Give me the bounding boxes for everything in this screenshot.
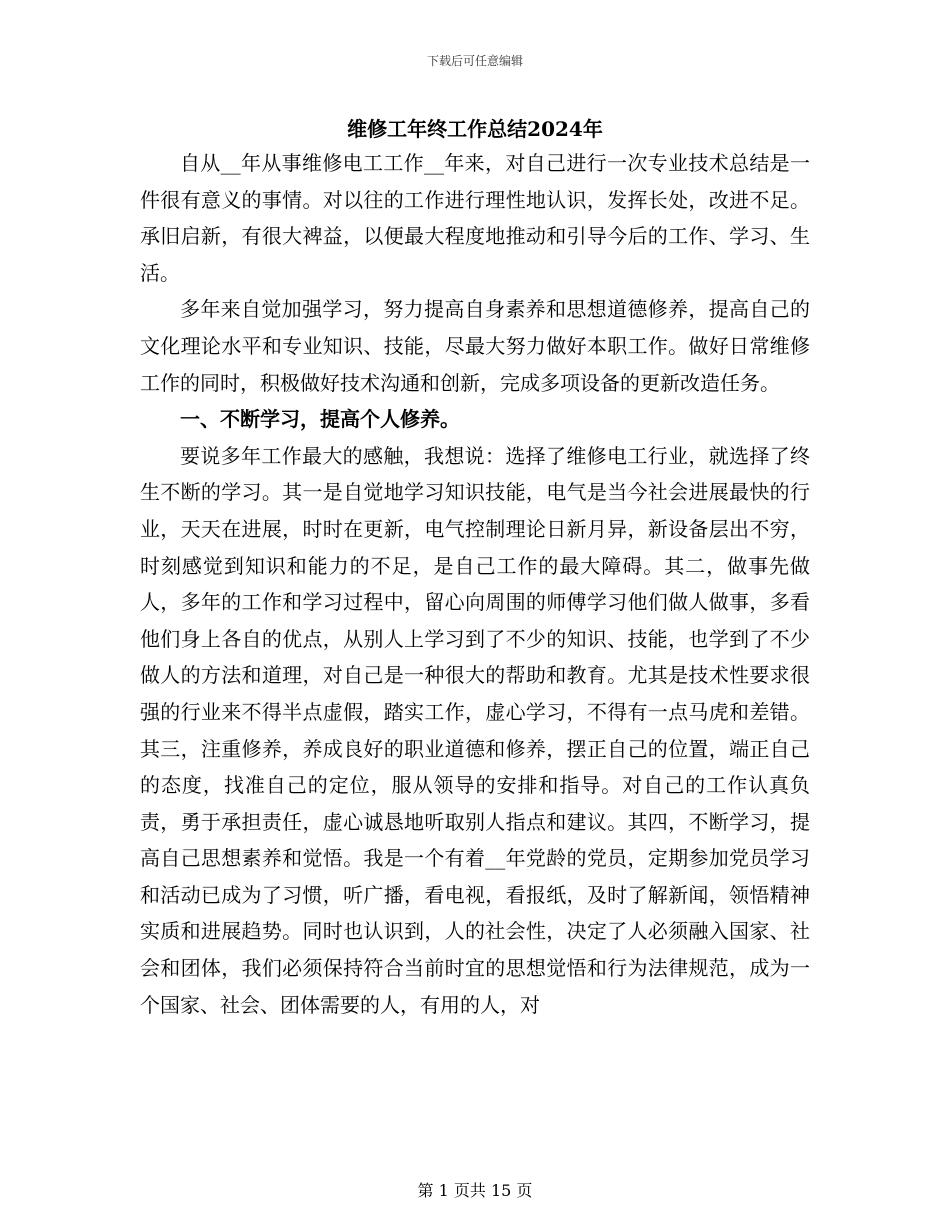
document-title: 维修工年终工作总结2024年 (347, 117, 603, 141)
page-number: 第 1 页共 15 页 (417, 1181, 533, 1200)
section-heading: 一、不断学习，提高个人修养。 (180, 407, 460, 432)
section-paragraph: 要说多年工作最大的感触，我想说：选择了维修电工行业，就选择了终生不断的学习。其一是自觉地学习知识技能，电气是当今社会进展最快的行业，天天在进展，时时在更新，电气控制理论日新月异，新设备层出不穷，时刻感觉到知识和能力的不足，是自己工作的最大障碍。其二，做事先做人，多年的工作和学习过程中，留心向周围的师傅学习他们做人做事，多看他们身上各自的优点，从别人上学习到了不少的知识、技能，也学到了不少做人的方法和道理，对自己是一种很大的帮助和教育。尤其是技术性要求很强的行业来不得半点虚假，踏实工作，虚心学习，不得有一点马虎和差错。其三，注重修养，养成良好的职业道德和修养，摆正自己的位置，端正自己的态度，找准自己的定位，服从领导的安排和指导。对自己的工作认真负责，勇于承担责任，虚心诚恳地听取别人指点和建议。其四，不断学习，提高自己思想素养和觉悟。我是一个有着__年党龄的党员，定期参加党员学习和活动已成为了习惯，听广播，看电视，看报纸，及时了解新闻，领悟精神实质和进展趋势。同时也认识到，人的社会性，决定了人必须融入国家、社会和团体，我们必须保持符合当前时宜的思想觉悟和行为法律规范，成为一个国家、社会、团体需要的人，有用的人，对 (140, 443, 810, 1017)
paragraph-2: 多年来自觉加强学习，努力提高自身素养和思想道德修养，提高自己的文化理论水平和专业知识、技能，尽最大努力做好本职工作。做好日常维修工作的同时，积极做好技术沟通和创新，完成多项设备的更新改造任务。 (140, 297, 810, 395)
header-note: 下载后可任意编辑 (426, 54, 523, 68)
document-body (140, 145, 810, 1023)
paragraph-1: 自从__年从事维修电工工作__年来，对自己进行一次专业技术总结是一件很有意义的事情。对以往的工作进行理性地认识，发挥长处，改进不足。承旧启新，有很大裨益，以便最大程度地推动和引导今后的工作、学习、生活。 (140, 151, 810, 285)
